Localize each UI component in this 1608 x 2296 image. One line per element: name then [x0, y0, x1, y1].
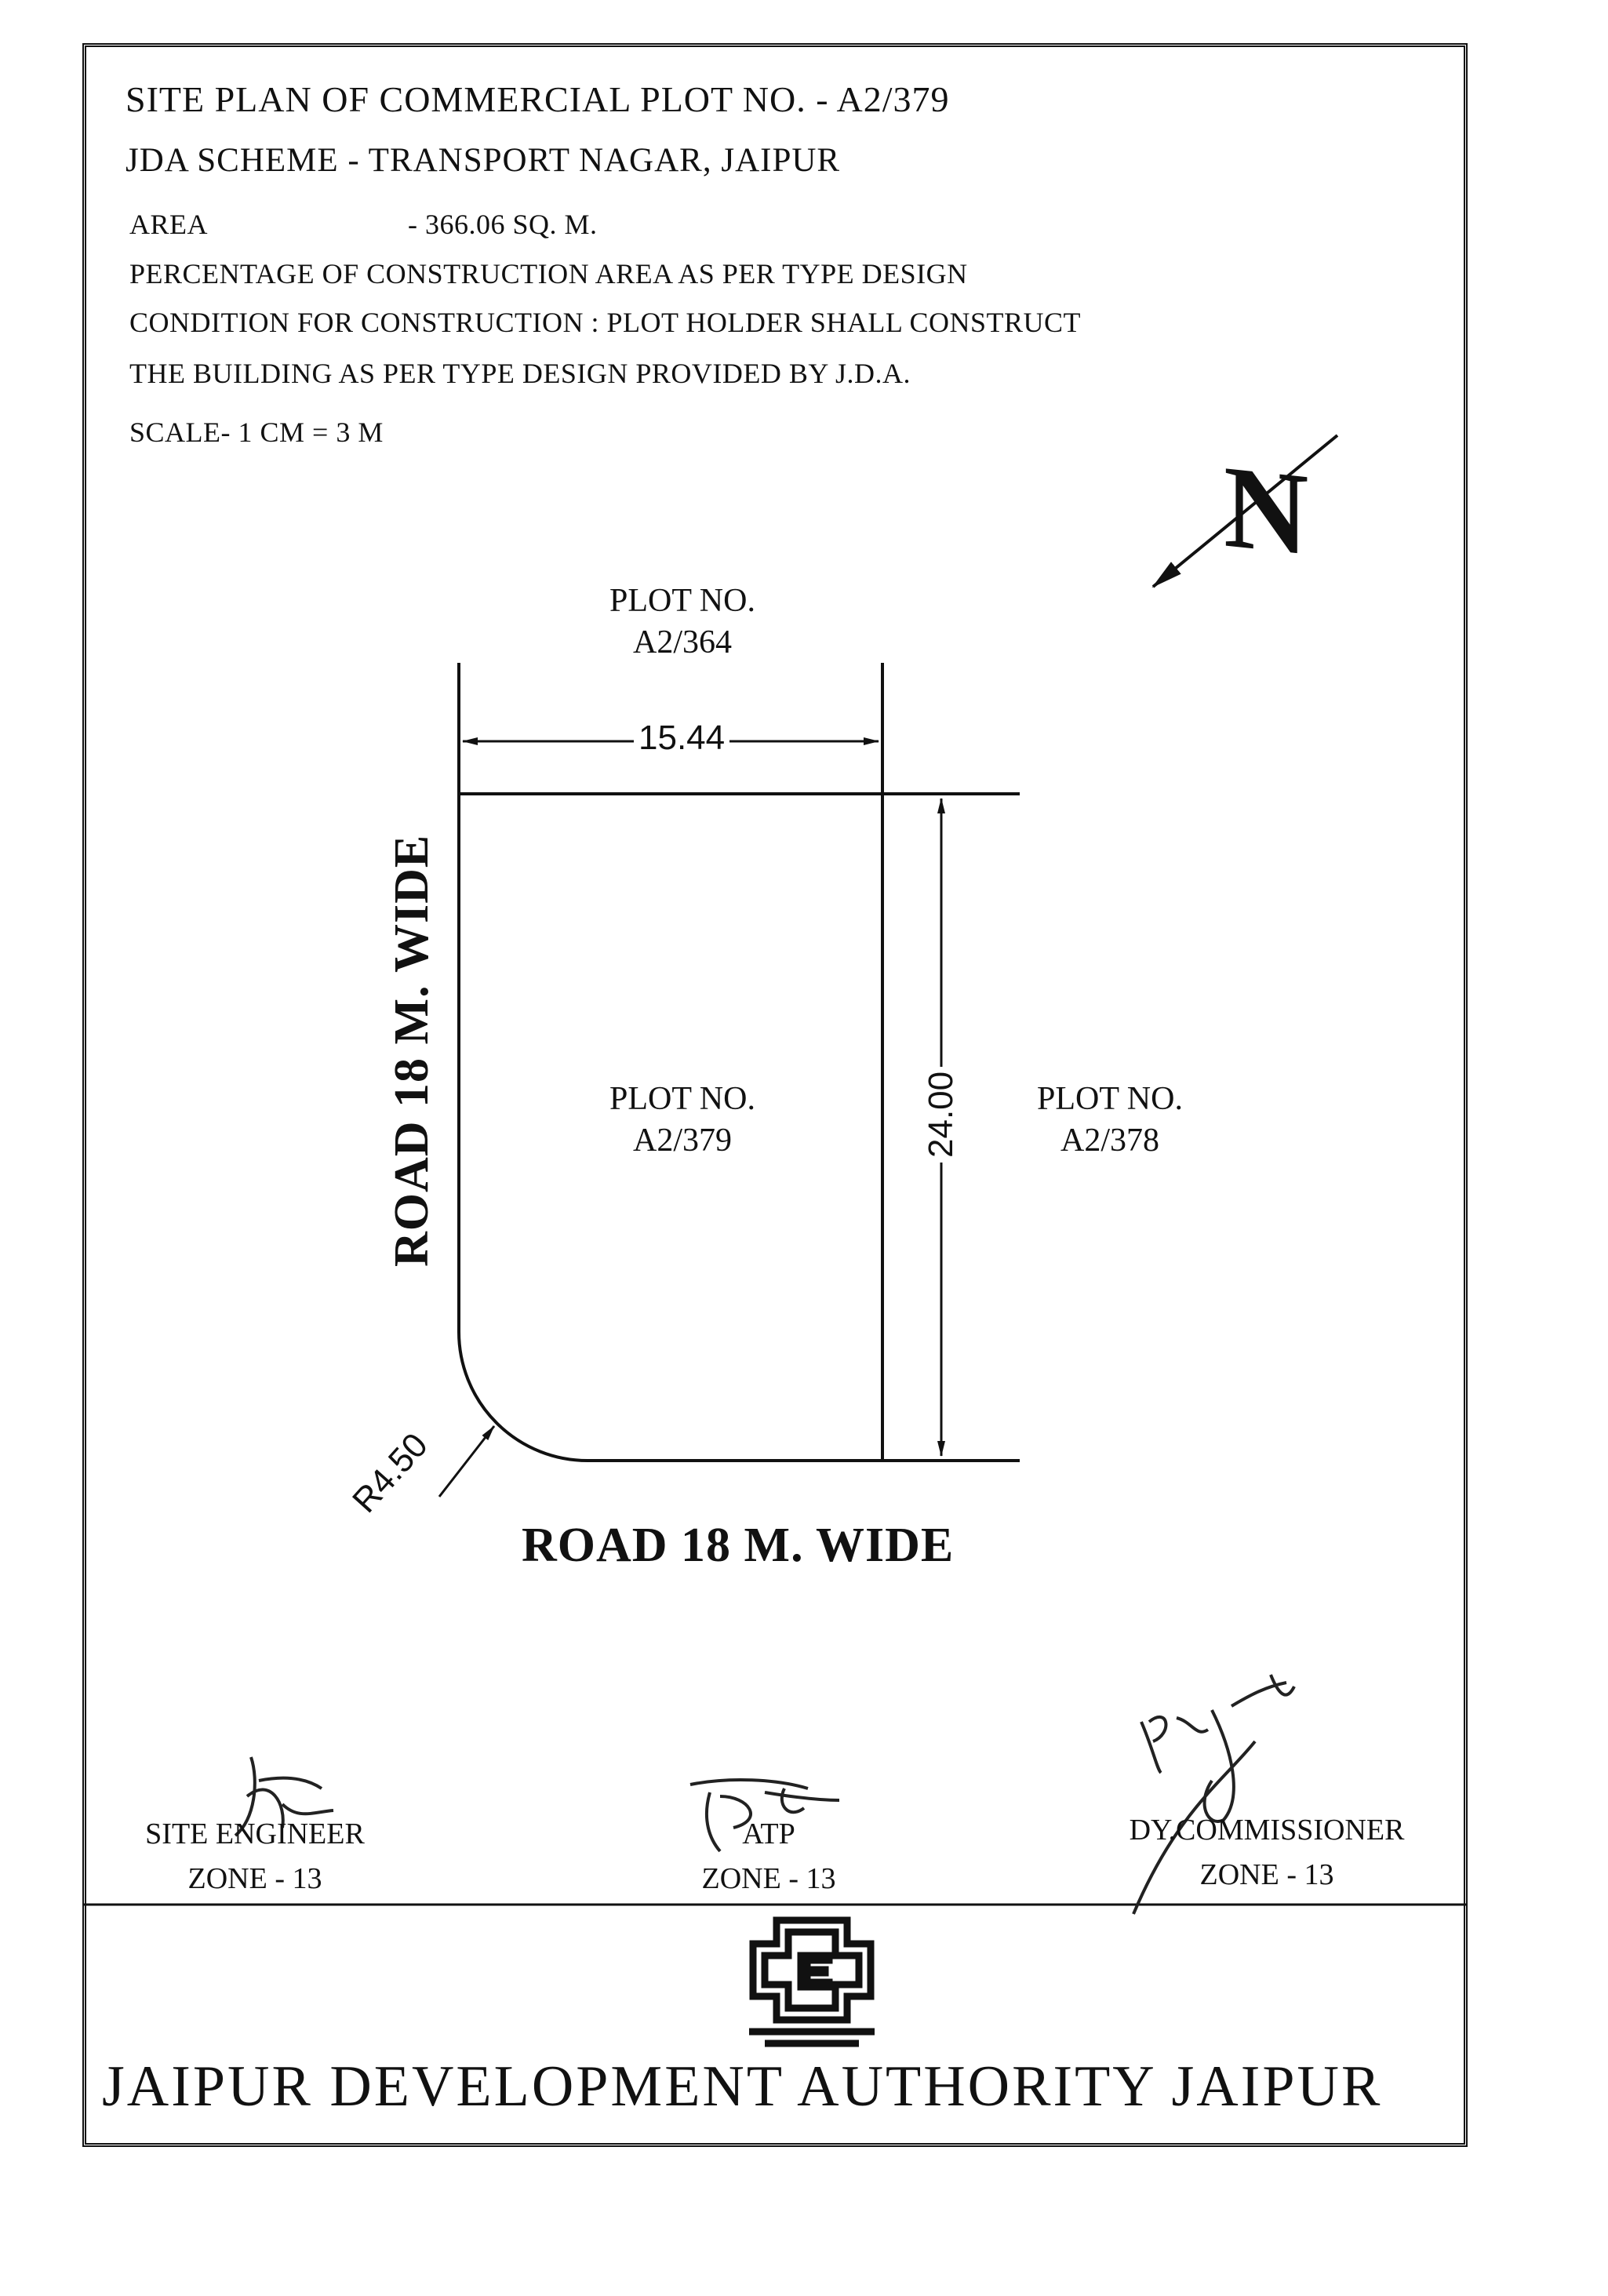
depth-dimension-text: 24.00 [922, 1067, 961, 1163]
road-south-label: ROAD 18 M. WIDE [522, 1519, 955, 1572]
width-dimension-text: 15.44 [634, 719, 729, 758]
dy-commissioner-zone: ZONE - 13 [1199, 1858, 1334, 1891]
scheme-line: JDA SCHEME - TRANSPORT NAGAR, JAIPUR [126, 142, 841, 179]
jda-emblem-logo [749, 1920, 875, 2043]
scale-line: SCALE- 1 CM = 3 M [129, 417, 384, 448]
plot-north-line2: A2/364 [633, 624, 732, 660]
radius-leader-line [439, 1426, 494, 1497]
type-design-line: THE BUILDING AS PER TYPE DESIGN PROVIDED BY J.D.A. [129, 358, 911, 389]
plot-main-label [584, 1079, 780, 1161]
atp-title: ATP [742, 1818, 795, 1850]
atp-block [659, 1812, 879, 1901]
north-label: N [1224, 441, 1309, 580]
construction-condition-line: CONDITION FOR CONSTRUCTION : PLOT HOLDER SHALL CONSTRUCT [129, 307, 1082, 338]
plot-main-line1: PLOT NO. [609, 1081, 755, 1117]
plot-east-line2: A2/378 [1060, 1122, 1159, 1159]
area-label: AREA [129, 209, 208, 240]
title-line: SITE PLAN OF COMMERCIAL PLOT NO. - A2/379 [126, 79, 950, 119]
radius-dimension-text: R4.50 [345, 1425, 435, 1520]
plot-east-line1: PLOT NO. [1037, 1081, 1183, 1117]
area-value: - 366.06 SQ. M. [408, 209, 598, 240]
authority-name: JAIPUR DEVELOPMENT AUTHORITY JAIPUR [102, 2054, 1383, 2119]
site-engineer-block [106, 1812, 404, 1901]
plot-north-label [584, 580, 780, 663]
plot-north-line1: PLOT NO. [609, 583, 755, 619]
dy-commissioner-block [1082, 1808, 1451, 1898]
road-west-label: ROAD 18 M. WIDE [385, 834, 438, 1267]
plot-main-line2: A2/379 [633, 1122, 732, 1159]
dy-commissioner-title: DY.COMMISSIONER [1129, 1814, 1405, 1847]
atp-zone: ZONE - 13 [701, 1862, 836, 1895]
site-engineer-zone: ZONE - 13 [187, 1862, 322, 1895]
site-engineer-title: SITE ENGINEER [145, 1818, 365, 1850]
plot-east-label [1012, 1079, 1208, 1161]
construction-percentage-line: PERCENTAGE OF CONSTRUCTION AREA AS PER TYPE DESIGN [129, 258, 968, 289]
